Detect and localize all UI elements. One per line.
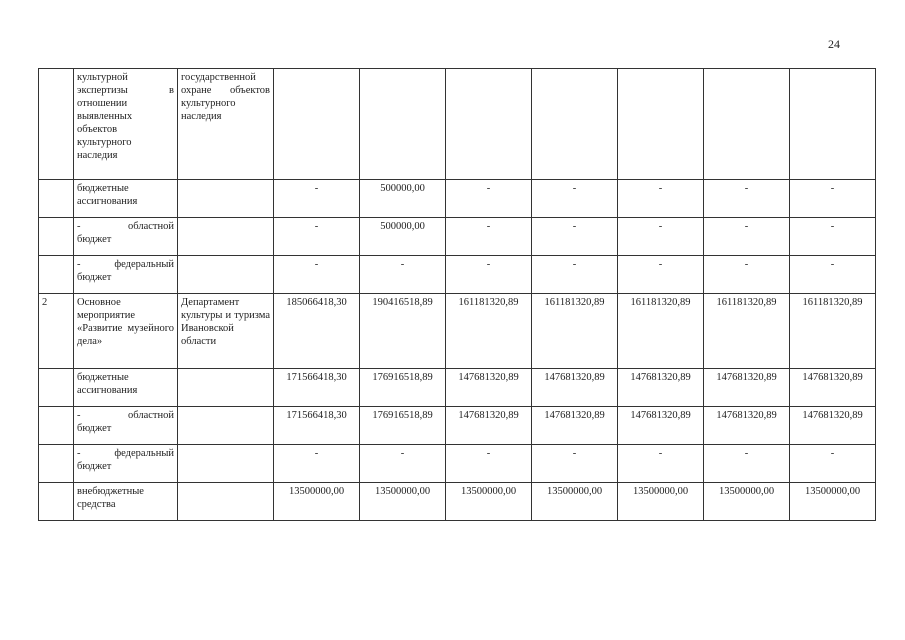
item-name-prefix: - [77, 448, 81, 459]
amount-cell-year-1: 13500000,00 [274, 483, 360, 521]
amount-cell-year-5: - [618, 256, 704, 294]
item-name-prefix: - [77, 221, 81, 232]
amount-cell-year-4: 13500000,00 [532, 483, 618, 521]
row-number-cell [39, 218, 74, 256]
executor-cell [178, 369, 274, 407]
item-name-cell [74, 445, 178, 483]
item-name-prefix: - [77, 410, 81, 421]
budget-table [38, 68, 876, 521]
amount-cell-year-4: - [532, 180, 618, 218]
amount-cell-year-2: - [360, 445, 446, 483]
amount-cell-year-1: 171566418,30 [274, 369, 360, 407]
table-row [39, 369, 876, 407]
amount-cell-year-2: 190416518,89 [360, 294, 446, 369]
item-name-rest: бюджет [77, 272, 112, 283]
amount-cell-year-6: 147681320,89 [704, 369, 790, 407]
amount-cell-year-4: - [532, 218, 618, 256]
amount-cell-year-7: - [790, 445, 876, 483]
row-number-cell [39, 369, 74, 407]
item-name-cell [74, 369, 178, 407]
amount-cell-year-1: 171566418,30 [274, 407, 360, 445]
amount-cell-year-2: 500000,00 [360, 218, 446, 256]
table-row [39, 483, 876, 521]
row-number-cell [39, 180, 74, 218]
item-name-text: культурной экспертизы в отношении выявленных объектов культурного наследия [77, 72, 174, 161]
table-row [39, 407, 876, 445]
amount-cell-year-2: 176916518,89 [360, 369, 446, 407]
amount-cell-year-1: - [274, 445, 360, 483]
amount-cell-year-5: 147681320,89 [618, 369, 704, 407]
table-row [39, 445, 876, 483]
item-name-cell [74, 294, 178, 369]
amount-cell-year-3: - [446, 256, 532, 294]
executor-cell [178, 256, 274, 294]
amount-cell-year-2: - [360, 256, 446, 294]
amount-cell-year-4: - [532, 256, 618, 294]
page-number: 24 [828, 37, 840, 51]
amount-cell-year-3: - [446, 445, 532, 483]
amount-cell-year-4: 147681320,89 [532, 369, 618, 407]
amount-cell-year-2 [360, 69, 446, 180]
amount-cell-year-5: 13500000,00 [618, 483, 704, 521]
item-name-cell [74, 218, 178, 256]
amount-cell-year-3: 161181320,89 [446, 294, 532, 369]
amount-cell-year-6: - [704, 445, 790, 483]
amount-cell-year-1: - [274, 256, 360, 294]
table-row [39, 294, 876, 369]
item-name-rest: бюджет [77, 423, 112, 434]
table-row [39, 69, 876, 180]
amount-cell-year-1: - [274, 218, 360, 256]
item-name-cell [74, 256, 178, 294]
amount-cell-year-3 [446, 69, 532, 180]
item-name-prefix: - [77, 259, 81, 270]
amount-cell-year-5: 161181320,89 [618, 294, 704, 369]
amount-cell-year-6: 13500000,00 [704, 483, 790, 521]
amount-cell-year-7: - [790, 218, 876, 256]
amount-cell-year-7 [790, 69, 876, 180]
amount-cell-year-3: 147681320,89 [446, 407, 532, 445]
amount-cell-year-5: 147681320,89 [618, 407, 704, 445]
item-name-word: областной [128, 221, 174, 232]
amount-cell-year-3: 147681320,89 [446, 369, 532, 407]
row-number-cell [39, 445, 74, 483]
item-name-first-line [77, 447, 174, 460]
amount-cell-year-6: - [704, 180, 790, 218]
executor-cell [178, 180, 274, 218]
item-name-rest: бюджет [77, 461, 112, 472]
table-row [39, 180, 876, 218]
amount-cell-year-7: 161181320,89 [790, 294, 876, 369]
amount-cell-year-2: 176916518,89 [360, 407, 446, 445]
item-name-first-line [77, 409, 174, 422]
item-name-cell [74, 407, 178, 445]
executor-cell [178, 69, 274, 180]
amount-cell-year-1 [274, 69, 360, 180]
amount-cell-year-5 [618, 69, 704, 180]
item-name-text: бюджетные ассигнования [77, 372, 138, 396]
item-name-cell [74, 69, 178, 180]
amount-cell-year-5: - [618, 445, 704, 483]
executor-cell [178, 294, 274, 369]
amount-cell-year-7: - [790, 180, 876, 218]
executor-cell [178, 483, 274, 521]
amount-cell-year-4: - [532, 445, 618, 483]
amount-cell-year-7: 147681320,89 [790, 407, 876, 445]
amount-cell-year-3: 13500000,00 [446, 483, 532, 521]
item-name-first-line [77, 258, 174, 271]
amount-cell-year-6: 161181320,89 [704, 294, 790, 369]
row-number-cell [39, 256, 74, 294]
amount-cell-year-7: - [790, 256, 876, 294]
table-row [39, 218, 876, 256]
item-name-word: федеральный [114, 448, 174, 459]
amount-cell-year-3: - [446, 218, 532, 256]
amount-cell-year-4: 161181320,89 [532, 294, 618, 369]
amount-cell-year-5: - [618, 218, 704, 256]
amount-cell-year-1: - [274, 180, 360, 218]
row-number-cell [39, 483, 74, 521]
amount-cell-year-5: - [618, 180, 704, 218]
amount-cell-year-2: 500000,00 [360, 180, 446, 218]
item-name-text: бюджетные ассигнования [77, 183, 138, 207]
amount-cell-year-2: 13500000,00 [360, 483, 446, 521]
row-number-cell [39, 69, 74, 180]
executor-cell [178, 445, 274, 483]
table-row [39, 256, 876, 294]
item-name-cell [74, 180, 178, 218]
amount-cell-year-7: 147681320,89 [790, 369, 876, 407]
item-name-word: федеральный [114, 259, 174, 270]
amount-cell-year-6: 147681320,89 [704, 407, 790, 445]
item-name-text: внебюджетные средства [77, 486, 144, 510]
row-number-cell: 2 [39, 294, 74, 369]
amount-cell-year-1: 185066418,30 [274, 294, 360, 369]
amount-cell-year-6: - [704, 218, 790, 256]
amount-cell-year-3: - [446, 180, 532, 218]
item-name-text: Основное мероприятие «Развитие музейного дела» [77, 297, 174, 347]
amount-cell-year-4: 147681320,89 [532, 407, 618, 445]
row-number-cell [39, 407, 74, 445]
executor-text: государственной охране объектов культурного наследия [181, 72, 270, 122]
item-name-cell [74, 483, 178, 521]
amount-cell-year-4 [532, 69, 618, 180]
amount-cell-year-6: - [704, 256, 790, 294]
executor-cell [178, 407, 274, 445]
amount-cell-year-7: 13500000,00 [790, 483, 876, 521]
item-name-word: областной [128, 410, 174, 421]
item-name-rest: бюджет [77, 234, 112, 245]
item-name-first-line [77, 220, 174, 233]
executor-text: Департамент культуры и туризма Ивановской области [181, 297, 270, 347]
executor-cell [178, 218, 274, 256]
amount-cell-year-6 [704, 69, 790, 180]
